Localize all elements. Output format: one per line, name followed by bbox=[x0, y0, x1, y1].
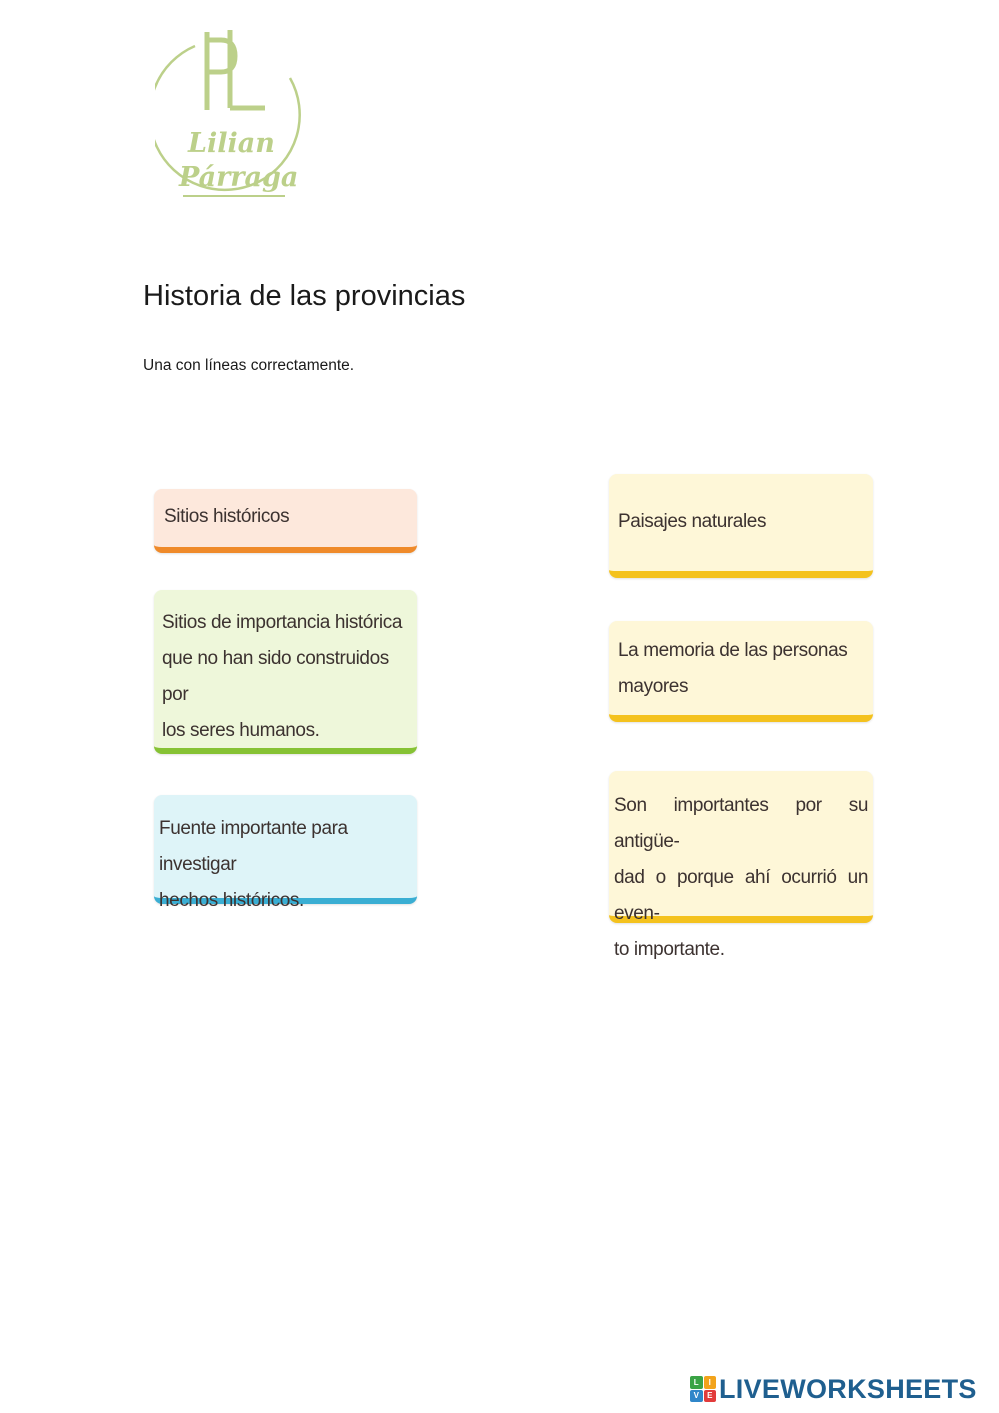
svg-text:Párraga: Párraga bbox=[179, 162, 299, 193]
worksheet-instruction: Una con líneas correctamente. bbox=[143, 357, 355, 374]
card-text-line: La memoria de las personas bbox=[618, 640, 848, 661]
left-card-sitios-importancia[interactable] bbox=[154, 590, 417, 754]
card-text-line: dad o porque ahí ocurrió un even- bbox=[614, 867, 868, 924]
liveworksheets-icon bbox=[690, 1376, 716, 1402]
card-text-line: los seres humanos. bbox=[162, 720, 320, 741]
card-text-line: Son importantes por su antigüe- bbox=[614, 795, 868, 852]
icon-letter: I bbox=[704, 1376, 717, 1389]
icon-letter: L bbox=[690, 1376, 703, 1389]
card-text-line: mayores bbox=[618, 676, 689, 697]
left-card-fuente-importante[interactable] bbox=[154, 795, 417, 911]
right-card-son-importantes[interactable] bbox=[609, 771, 873, 960]
svg-text:Lilian: Lilian bbox=[188, 128, 275, 159]
card-text-line: Fuente importante para investigar bbox=[159, 818, 348, 875]
card-text-line: Sitios de importancia histórica bbox=[162, 612, 402, 633]
icon-letter: E bbox=[704, 1390, 717, 1403]
icon-letter: V bbox=[690, 1390, 703, 1403]
left-card-sitios-historicos[interactable] bbox=[154, 489, 417, 553]
right-card-memoria-personas[interactable] bbox=[609, 621, 873, 722]
lilian-parraga-logo bbox=[155, 28, 315, 203]
card-text-line: hechos históricos. bbox=[159, 890, 304, 911]
card-text-line: Sitios históricos bbox=[164, 506, 290, 527]
right-card-paisajes-naturales[interactable] bbox=[609, 474, 873, 578]
liveworksheets-brand[interactable] bbox=[690, 1372, 977, 1406]
brand-name: LIVEWORKSHEETS bbox=[719, 1373, 977, 1404]
card-text-line: Paisajes naturales bbox=[618, 511, 767, 532]
card-text-line: to importante. bbox=[614, 939, 725, 960]
worksheet-title: Historia de las provincias bbox=[143, 280, 466, 312]
card-text-line: que no han sido construidos por bbox=[162, 648, 389, 705]
